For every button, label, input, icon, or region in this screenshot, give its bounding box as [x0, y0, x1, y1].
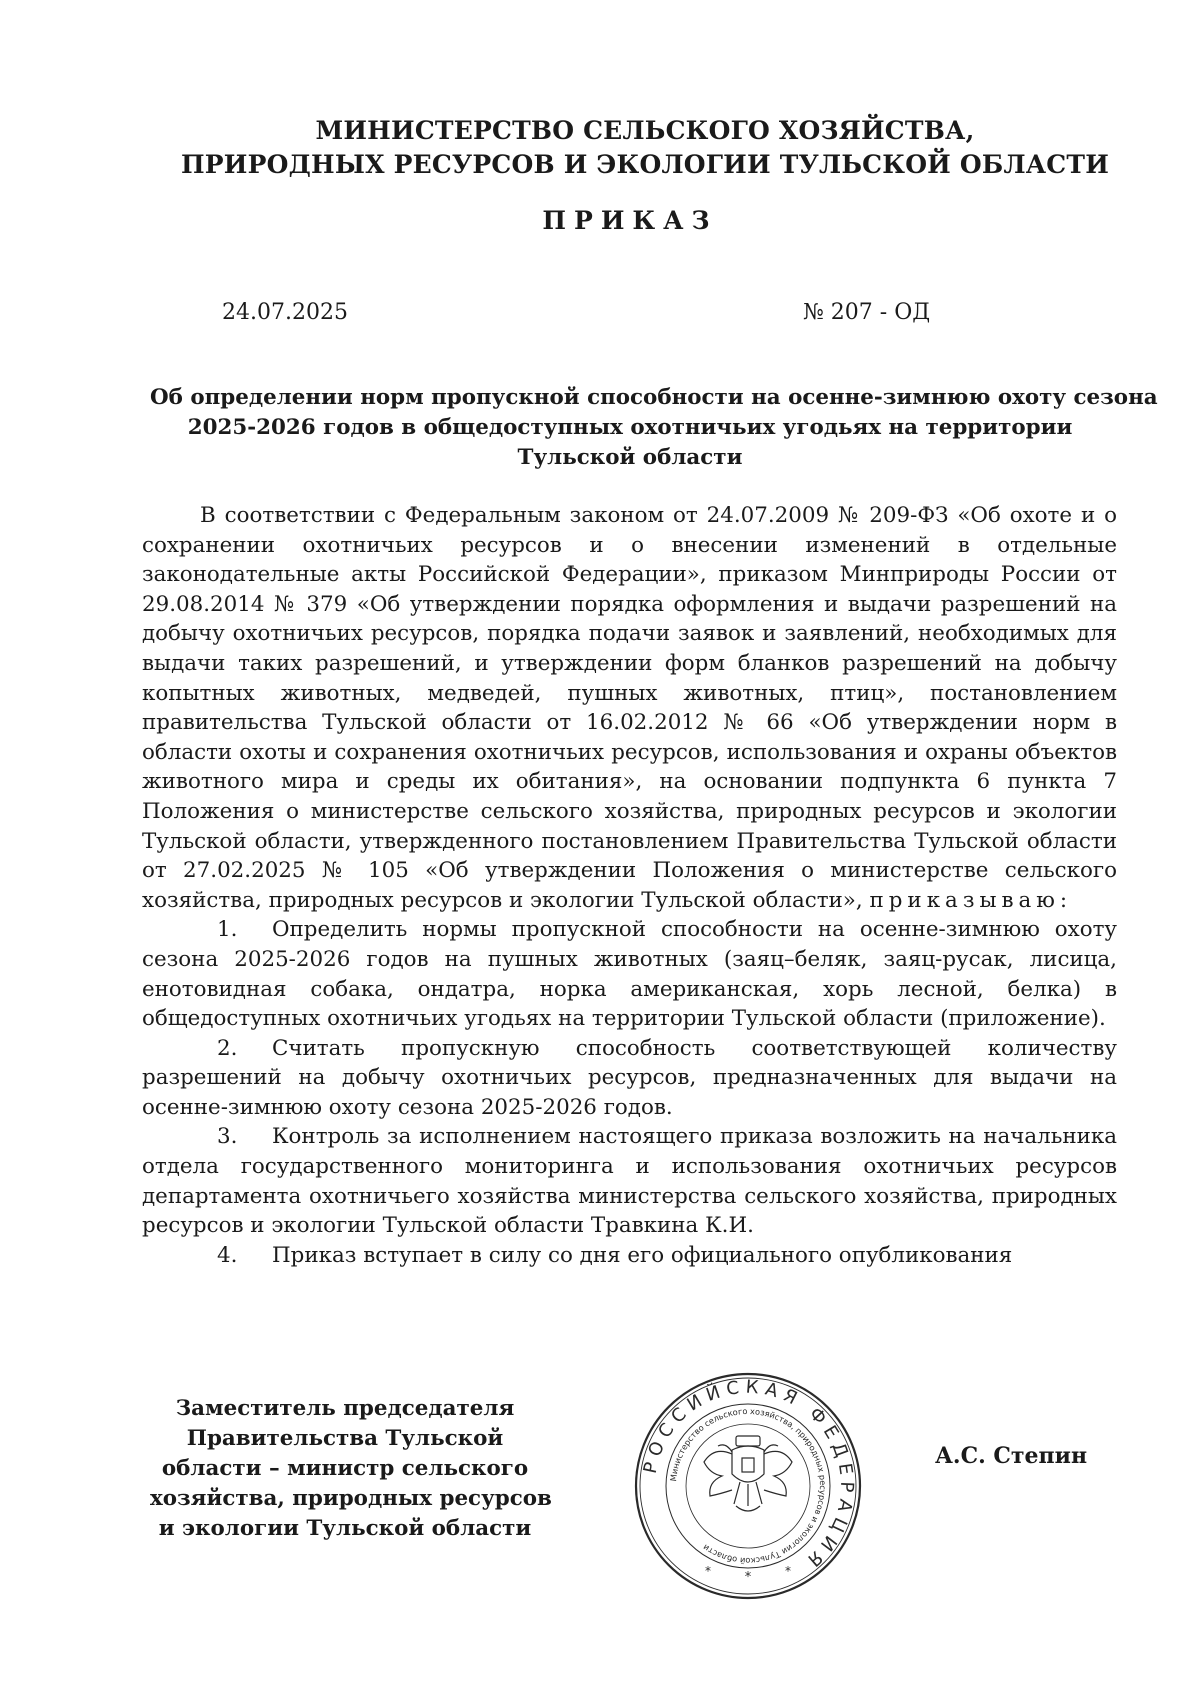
- signer-position-line-3: области – министр сельского: [161, 1456, 529, 1481]
- item-number: 2.: [217, 1035, 238, 1061]
- signer-position-line-1: Заместитель председателя: [175, 1396, 515, 1421]
- order-body: [142, 501, 1117, 1270]
- order-number: № 207 - ОД: [803, 300, 931, 325]
- seal-star-left: *: [705, 1564, 711, 1578]
- ministry-line-1: МИНИСТЕРСТВО СЕЛЬСКОГО ХОЗЯЙСТВА,: [315, 116, 975, 145]
- signer-position-line-2: Правительства Тульской: [186, 1426, 504, 1451]
- item-number: 3.: [217, 1124, 238, 1150]
- item-number: 4.: [217, 1242, 238, 1268]
- signer-name: А.С. Степин: [935, 1443, 1088, 1469]
- order-date: 24.07.2025: [222, 300, 348, 325]
- seal-inner-text: Министерство сельского хозяйства, природных ресурсов и экологии Тульской области: [668, 1405, 829, 1567]
- tail-feathers: [734, 1482, 762, 1506]
- right-wing: [764, 1451, 792, 1496]
- official-seal: [632, 1370, 864, 1602]
- preamble-paragraph: [142, 501, 1117, 915]
- order-item-1: [142, 915, 1117, 1033]
- document-type: ПРИКАЗ: [542, 206, 718, 235]
- item-text: Приказ вступает в силу со дня его официального опубликования: [272, 1242, 1013, 1268]
- crown-shape: [736, 1436, 760, 1446]
- central-shield: [742, 1458, 754, 1472]
- item-number: 1.: [217, 917, 238, 943]
- item-text: Определить нормы пропускной способности на осенне-зимнюю охоту сезона 2025-2026 годов на пушных животных (заяц–беляк, заяц-русак, лисица, енотовидная собака, ондатра, норка американская, хорь лесной, белка) в общедоступных охотничьих угодьях на территории Тульской области (приложение).: [142, 917, 1117, 1032]
- preamble-text: В соответствии с Федеральным законом от 24.07.2009 № 209-ФЗ «Об охоте и о сохранении охотничьих ресурсов и о внесении изменений в отдельные законодательные акты Российской Федерации», приказом Минприроды России от 29.08.2014 № 379 «Об утверждении порядка оформления и выдачи разрешений на добычу охотничьих ресурсов, порядка подачи заявок и заявлений, необходимых для выдачи таких разрешений, и утверждении форм бланков разрешений на добычу копытных животных, медведей, пушных животных, птиц», постановлением правительства Тульской области от 16.02.2012 № 66 «Об утверждении норм в области охоты и сохранения охотничьих ресурсов, использования и охраны объектов животного мира и среды их обитания», на основании подпункта 6 пункта 7 Положения о министерстве сельского хозяйства, природных ресурсов и экологии Тульской области, утвержденного постановлением Правительства Тульской области от 27.02.2025 № 105 «Об утверждении Положения о министерстве сельского хозяйства, природных ресурсов и экологии Тульской области»,: [142, 503, 1117, 913]
- order-subject: [150, 383, 1158, 473]
- order-word: приказываю:: [869, 887, 1073, 913]
- order-item-4: [142, 1241, 1117, 1271]
- item-text: Контроль за исполнением настоящего приказа возложить на начальника отдела государственного мониторинга и использования охотничьих ресурсов департамента охотничьего хозяйства министерства сельского хозяйства, природных ресурсов и экологии Тульской области Травкина К.И.: [142, 1124, 1117, 1239]
- subject-line-3: Тульской области: [517, 445, 743, 470]
- subject-line-1: Об определении норм пропускной способности на осенне-зимнюю охоту сезона: [150, 385, 1158, 410]
- subject-line-2: 2025-2026 годов в общедоступных охотничьих угодьях на территории: [187, 415, 1073, 440]
- tail-base: [736, 1506, 760, 1511]
- item-text: Считать пропускную способность соответствующей количеству разрешений на добычу охотничьих ресурсов, предназначенных для выдачи на осенне-зимнюю охоту сезона 2025-2026 годов.: [142, 1035, 1117, 1120]
- left-wing: [704, 1451, 732, 1496]
- order-item-2: [142, 1034, 1117, 1123]
- ministry-line-2: ПРИРОДНЫХ РЕСУРСОВ И ЭКОЛОГИИ ТУЛЬСКОЙ ОБЛАСТИ: [180, 150, 1110, 179]
- ministry-heading: [0, 114, 1200, 182]
- seal-outer-text: РОССИЙСКАЯ ФЕДЕРАЦИЯ: [639, 1376, 858, 1575]
- signer-position: [150, 1394, 552, 1544]
- seal-star-bottom: *: [744, 1570, 752, 1585]
- coat-of-arms-icon: [704, 1436, 792, 1511]
- seal-star-right: *: [785, 1564, 791, 1578]
- signer-position-line-4: хозяйства, природных ресурсов: [150, 1486, 552, 1511]
- signer-position-line-5: и экологии Тульской области: [158, 1516, 532, 1541]
- order-item-3: [142, 1122, 1117, 1240]
- arms-body: [732, 1446, 764, 1482]
